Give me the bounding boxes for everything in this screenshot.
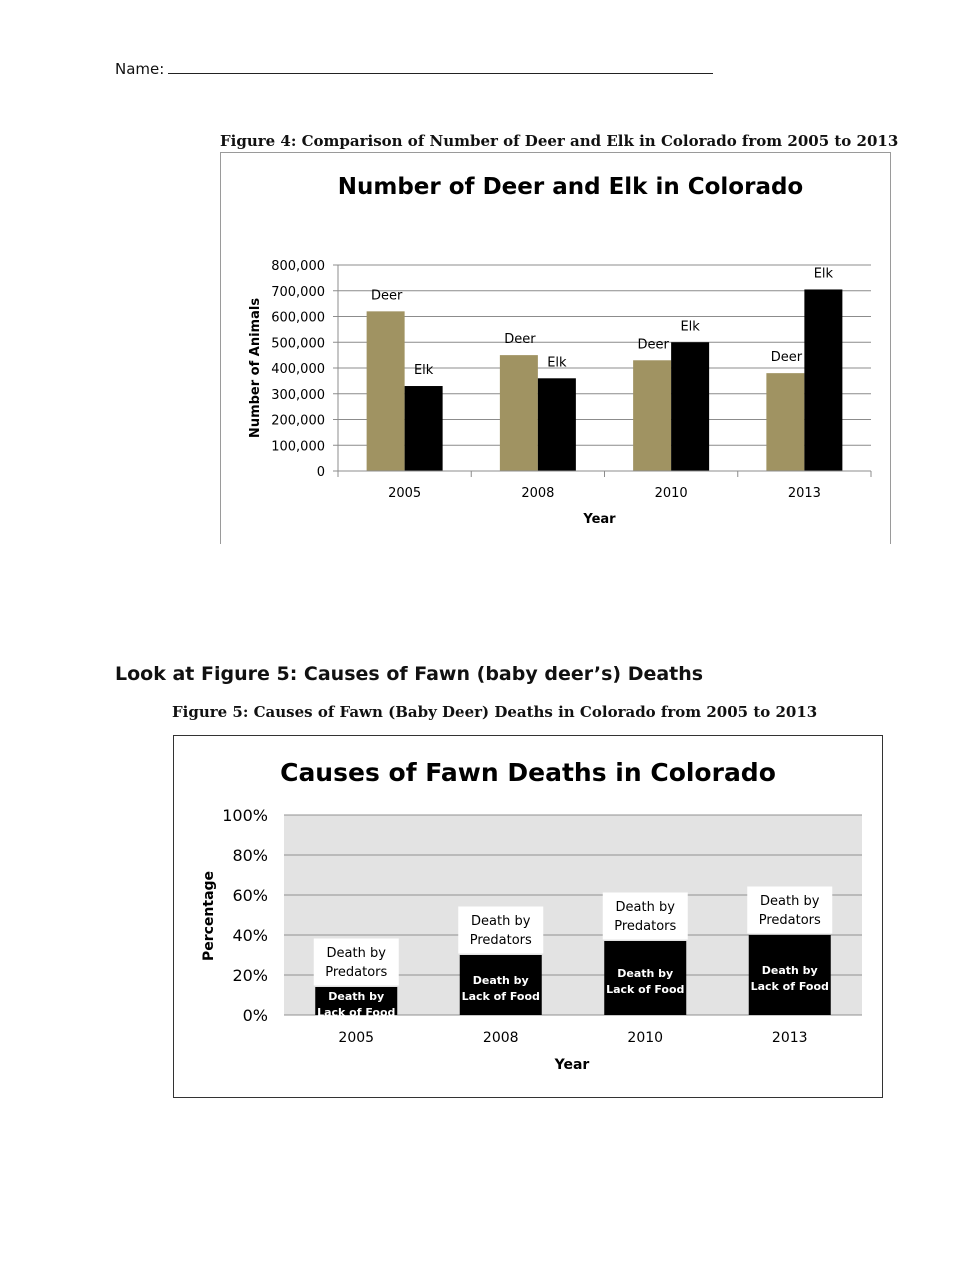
chart1-bar-deer	[367, 311, 405, 471]
chart1-bar-label: Elk	[680, 319, 700, 335]
chart1-y-tick-label: 400,000	[271, 362, 325, 377]
chart2-lack-of-food-label: Death by	[761, 964, 818, 977]
chart2-x-tick-label: 2008	[482, 1030, 519, 1046]
name-field-row	[115, 59, 713, 78]
fawn-deaths-chart	[174, 736, 882, 1097]
chart2-title: Causes of Fawn Deaths in Colorado	[280, 758, 776, 787]
chart2-y-tick-label: 40%	[232, 926, 268, 945]
chart1-title: Number of Deer and Elk in Colorado	[337, 174, 804, 200]
chart2-lack-of-food-label: Lack of Food	[750, 980, 829, 993]
name-label: Name:	[115, 60, 165, 78]
chart1-bar-label: Deer	[504, 332, 536, 348]
chart1-bar-elk	[405, 386, 443, 471]
chart2-y-tick-label: 80%	[232, 846, 268, 865]
chart1-x-tick-label: 2008	[521, 486, 555, 501]
chart2-lack-of-food-label: Death by	[472, 974, 529, 987]
chart2-lack-of-food-label: Lack of Food	[606, 983, 685, 996]
chart1-bar-elk	[804, 289, 842, 471]
chart1-y-tick-label: 200,000	[271, 413, 325, 429]
section-heading: Look at Figure 5: Causes of Fawn (baby deer’s) Deaths	[115, 663, 704, 685]
chart2-predators-label: Death by	[471, 914, 531, 929]
chart2-predators-label: Death by	[760, 894, 820, 909]
chart2-x-tick-label: 2005	[338, 1030, 375, 1046]
chart1-y-tick-label: 100,000	[271, 439, 325, 455]
chart1-y-axis-title: Number of Animals	[248, 297, 263, 439]
chart2-x-axis-title: Year	[554, 1057, 590, 1073]
chart1-bar-deer	[500, 355, 538, 471]
chart1-bar-label: Elk	[413, 363, 434, 379]
chart1-bar-deer	[633, 360, 671, 471]
chart2-x-tick-label: 2010	[627, 1030, 664, 1046]
chart2-predators-label: Death by	[326, 946, 386, 961]
chart1-bar-deer	[766, 373, 804, 471]
chart1-bar-elk	[671, 342, 709, 471]
chart1-y-tick-label: 0	[316, 465, 325, 480]
chart1-x-axis-title: Year	[583, 512, 616, 527]
chart2-y-tick-label: 60%	[232, 886, 268, 905]
chart1-y-tick-label: 500,000	[271, 336, 325, 352]
chart1-bar-label: Deer	[370, 288, 403, 304]
figure5-caption: Figure 5: Causes of Fawn (Baby Deer) Deaths in Colorado from 2005 to 2013	[172, 703, 818, 721]
chart1-x-tick-label: 2010	[654, 486, 688, 501]
chart1-bar-elk	[538, 378, 576, 471]
chart1-y-tick-label: 700,000	[271, 284, 325, 300]
chart2-x-tick-label: 2013	[771, 1030, 808, 1046]
figure5-frame	[173, 735, 883, 1098]
name-blank-line[interactable]	[168, 59, 713, 74]
chart1-y-tick-label: 300,000	[271, 387, 325, 403]
figure4-caption: Figure 4: Comparison of Number of Deer and Elk in Colorado from 2005 to 2013	[220, 132, 899, 150]
chart1-x-tick-label: 2013	[787, 486, 821, 501]
deer-elk-chart	[221, 153, 890, 545]
chart2-lack-of-food-label: Lack of Food	[317, 1006, 396, 1019]
chart2-lack-of-food-label: Death by	[328, 990, 385, 1003]
chart1-bar-label: Deer	[770, 350, 803, 366]
chart2-y-tick-label: 20%	[232, 966, 268, 985]
chart2-lack-of-food-label: Death by	[617, 967, 674, 980]
chart2-lack-of-food-label: Lack of Food	[461, 990, 540, 1003]
chart2-predators-label: Predators	[469, 933, 532, 948]
chart2-predators-label: Predators	[758, 913, 821, 928]
chart1-bar-label: Elk	[547, 355, 567, 371]
figure4-frame	[220, 152, 891, 544]
chart1-x-tick-label: 2005	[388, 486, 422, 501]
chart2-predators-label: Death by	[615, 900, 675, 915]
chart2-y-tick-label: 100%	[222, 806, 268, 825]
chart2-y-tick-label: 0%	[242, 1006, 268, 1025]
chart1-bar-label: Elk	[813, 266, 834, 282]
chart1-bar-label: Deer	[637, 337, 669, 353]
chart2-predators-label: Predators	[325, 965, 388, 980]
chart1-y-tick-label: 600,000	[271, 310, 325, 326]
chart2-predators-label: Predators	[614, 919, 677, 934]
chart2-y-axis-title: Percentage	[201, 870, 217, 962]
chart1-y-tick-label: 800,000	[271, 259, 325, 274]
